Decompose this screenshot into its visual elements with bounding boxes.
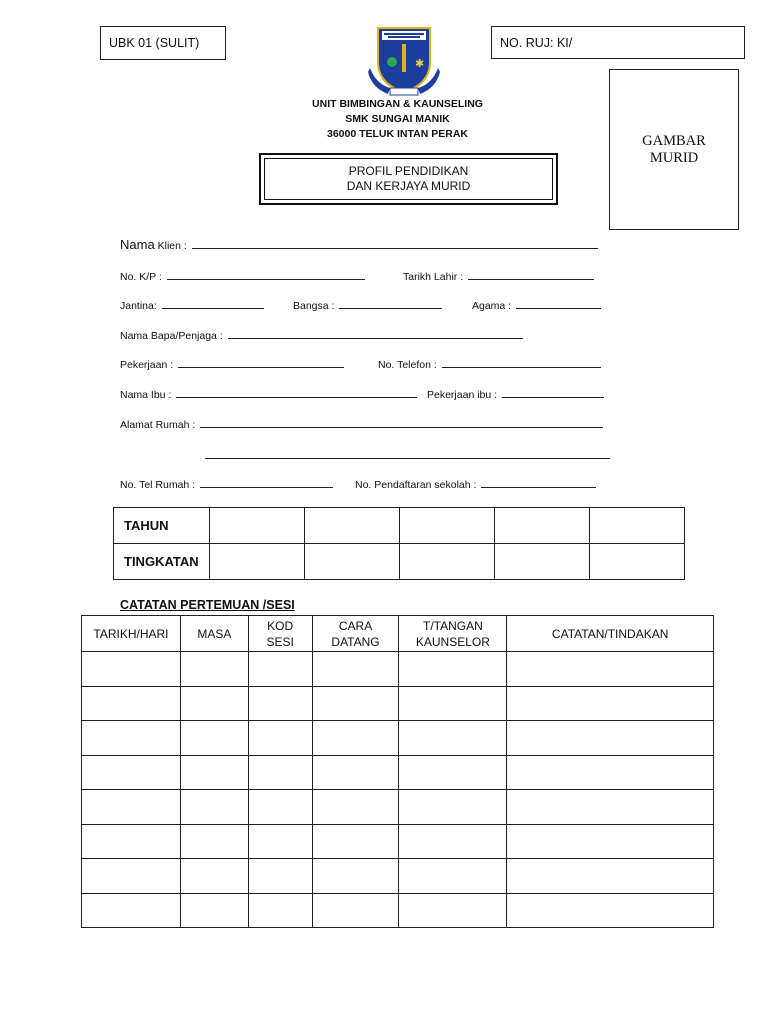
col-header-cara-datang-line-2: DATANG <box>331 634 380 649</box>
field-nama-suffix: Klien : <box>157 240 187 252</box>
year-cell[interactable] <box>399 508 495 544</box>
col-header-tandatangan-line-1: T/TANGAN <box>422 618 483 633</box>
field-kp-line[interactable] <box>167 270 365 280</box>
session-cell[interactable] <box>507 893 714 928</box>
student-photo-box <box>609 69 739 230</box>
session-cell[interactable] <box>507 755 714 790</box>
col-header-tandatangan <box>399 616 507 652</box>
form-level-cell[interactable] <box>495 544 590 580</box>
col-header-catatan-text: CATATAN/TINDAKAN <box>551 626 669 641</box>
session-cell[interactable] <box>82 824 181 859</box>
form-level-row-label: TINGKATAN <box>114 544 210 580</box>
sessions-header-row <box>82 616 714 652</box>
session-cell[interactable] <box>312 893 399 928</box>
svg-text:✱: ✱ <box>415 57 425 70</box>
form-level-cell[interactable] <box>590 544 685 580</box>
col-header-kod-sesi-line-1: KOD <box>267 618 294 633</box>
session-cell[interactable] <box>180 824 248 859</box>
session-cell[interactable] <box>399 686 507 721</box>
sessions-title: CATATAN PERTEMUAN /SESI <box>120 598 295 612</box>
school-address: 36000 TELUK INTAN PERAK <box>326 128 468 140</box>
col-header-tarikh-text: TARIKH/HARI <box>93 626 169 641</box>
form-title-line-1: PROFIL PENDIDIKAN <box>348 164 469 178</box>
photo-box-label-1: GAMBAR <box>642 132 706 149</box>
field-no-telefon[interactable] <box>378 358 601 372</box>
field-nama-ibu-line[interactable] <box>176 388 417 398</box>
field-agama[interactable] <box>472 299 601 313</box>
field-nama[interactable] <box>120 238 598 253</box>
session-cell[interactable] <box>312 721 399 756</box>
session-cell[interactable] <box>507 859 714 894</box>
session-cell[interactable] <box>399 652 507 687</box>
session-cell[interactable] <box>312 859 399 894</box>
field-pekerjaan-line[interactable] <box>178 358 344 368</box>
field-bangsa-label: Bangsa : <box>293 300 335 312</box>
session-cell[interactable] <box>248 790 312 825</box>
session-cell[interactable] <box>82 893 181 928</box>
field-pendaftaran[interactable] <box>355 478 596 492</box>
session-cell[interactable] <box>312 686 399 721</box>
session-cell[interactable] <box>82 686 181 721</box>
session-cell[interactable] <box>399 755 507 790</box>
session-cell[interactable] <box>507 721 714 756</box>
session-cell[interactable] <box>248 721 312 756</box>
session-cell[interactable] <box>180 893 248 928</box>
field-jantina[interactable] <box>120 299 264 313</box>
form-level-cell[interactable] <box>209 544 304 580</box>
session-cell[interactable] <box>312 755 399 790</box>
field-tarikh-lahir-label: Tarikh Lahir : <box>403 271 464 283</box>
field-alamat-label: Alamat Rumah : <box>120 419 196 431</box>
field-agama-line[interactable] <box>516 299 601 309</box>
reference-number-label: NO. RUJ: KI/ <box>500 35 573 50</box>
session-row <box>82 859 714 894</box>
field-bangsa[interactable] <box>293 299 442 313</box>
session-cell[interactable] <box>248 859 312 894</box>
year-row-label: TAHUN <box>114 508 210 544</box>
field-tel-rumah-label: No. Tel Rumah : <box>120 479 196 491</box>
session-row <box>82 652 714 687</box>
field-pekerjaan-label: Pekerjaan : <box>120 359 174 371</box>
session-cell[interactable] <box>180 721 248 756</box>
school-name: SMK SUNGAI MANIK <box>345 113 450 125</box>
session-cell[interactable] <box>248 652 312 687</box>
field-tel-rumah-line[interactable] <box>200 478 333 488</box>
session-cell[interactable] <box>82 652 181 687</box>
field-tarikh-lahir[interactable] <box>403 270 594 284</box>
session-cell[interactable] <box>248 824 312 859</box>
session-cell[interactable] <box>180 859 248 894</box>
col-header-masa-text: MASA <box>197 626 232 641</box>
field-no-telefon-line[interactable] <box>442 358 601 368</box>
col-header-cara-datang-line-1: CARA <box>338 618 373 633</box>
session-row <box>82 790 714 825</box>
field-nama-bapa[interactable] <box>120 329 523 343</box>
session-row <box>82 893 714 928</box>
session-cell[interactable] <box>507 652 714 687</box>
col-header-cara-datang <box>312 616 399 652</box>
session-cell[interactable] <box>180 755 248 790</box>
form-code-box <box>100 26 226 60</box>
session-cell[interactable] <box>180 790 248 825</box>
field-pekerjaan[interactable] <box>120 358 344 372</box>
field-nama-bapa-label: Nama Bapa/Penjaga : <box>120 330 223 342</box>
field-kp[interactable] <box>120 270 365 284</box>
session-cell[interactable] <box>82 721 181 756</box>
year-cell[interactable] <box>209 508 304 544</box>
session-cell[interactable] <box>507 790 714 825</box>
session-cell[interactable] <box>312 652 399 687</box>
photo-box-label-2: MURID <box>649 149 699 166</box>
form-level-cell[interactable] <box>399 544 495 580</box>
session-cell[interactable] <box>507 686 714 721</box>
field-no-telefon-label: No. Telefon : <box>378 359 437 371</box>
form-level-row <box>114 544 685 580</box>
field-pekerjaan-ibu-line[interactable] <box>502 388 604 398</box>
session-cell[interactable] <box>82 755 181 790</box>
field-tel-rumah[interactable] <box>120 478 333 492</box>
reference-number-box[interactable] <box>491 26 745 59</box>
col-header-masa <box>180 616 248 652</box>
field-kp-label: No. K/P : <box>120 271 162 283</box>
session-cell[interactable] <box>180 686 248 721</box>
form-title-line-2: DAN KERJAYA MURID <box>346 179 471 193</box>
field-nama-ibu[interactable] <box>120 388 417 402</box>
col-header-kod-sesi-line-2: SESI <box>266 634 294 649</box>
session-cell[interactable] <box>312 824 399 859</box>
year-cell[interactable] <box>495 508 590 544</box>
field-bangsa-line[interactable] <box>339 299 442 309</box>
session-cell[interactable] <box>507 824 714 859</box>
field-pendaftaran-line[interactable] <box>481 478 596 488</box>
col-header-tarikh <box>82 616 181 652</box>
field-alamat-line-2[interactable] <box>205 458 610 459</box>
field-agama-label: Agama : <box>472 300 512 312</box>
field-tarikh-lahir-line[interactable] <box>468 270 594 280</box>
field-pekerjaan-ibu[interactable] <box>427 388 604 402</box>
session-cell[interactable] <box>399 721 507 756</box>
field-nama-bapa-line[interactable] <box>228 329 523 339</box>
field-nama-label: Nama <box>120 237 155 252</box>
session-cell[interactable] <box>248 755 312 790</box>
school-crest-logo <box>368 22 440 96</box>
field-pendaftaran-label: No. Pendaftaran sekolah : <box>355 479 477 491</box>
col-header-kod-sesi <box>248 616 312 652</box>
session-cell[interactable] <box>248 893 312 928</box>
field-nama-line[interactable] <box>192 239 598 249</box>
form-level-cell[interactable] <box>304 544 399 580</box>
year-form-table <box>113 507 685 580</box>
field-jantina-label: Jantina: <box>120 300 157 312</box>
year-cell[interactable] <box>304 508 399 544</box>
field-jantina-line[interactable] <box>162 299 264 309</box>
year-row <box>114 508 685 544</box>
session-row <box>82 721 714 756</box>
year-cell[interactable] <box>590 508 685 544</box>
session-cell[interactable] <box>399 859 507 894</box>
field-pekerjaan-ibu-label: Pekerjaan ibu : <box>427 389 498 401</box>
field-nama-ibu-label: Nama Ibu : <box>120 389 172 401</box>
session-cell[interactable] <box>399 893 507 928</box>
school-header <box>0 97 768 142</box>
session-cell[interactable] <box>82 790 181 825</box>
session-cell[interactable] <box>180 652 248 687</box>
session-row <box>82 686 714 721</box>
field-alamat[interactable] <box>120 418 603 432</box>
session-row <box>82 824 714 859</box>
session-cell[interactable] <box>312 790 399 825</box>
session-row <box>82 755 714 790</box>
form-title-box <box>259 153 558 205</box>
col-header-tandatangan-line-2: KAUNSELOR <box>415 634 490 649</box>
sessions-table <box>81 615 714 928</box>
session-cell[interactable] <box>248 686 312 721</box>
session-cell[interactable] <box>399 790 507 825</box>
session-cell[interactable] <box>82 859 181 894</box>
session-cell[interactable] <box>399 824 507 859</box>
col-header-catatan <box>507 616 714 652</box>
unit-name: UNIT BIMBINGAN & KAUNSELING <box>312 98 483 110</box>
field-alamat-line-1[interactable] <box>200 418 603 428</box>
form-code-text: UBK 01 (SULIT) <box>109 36 200 50</box>
